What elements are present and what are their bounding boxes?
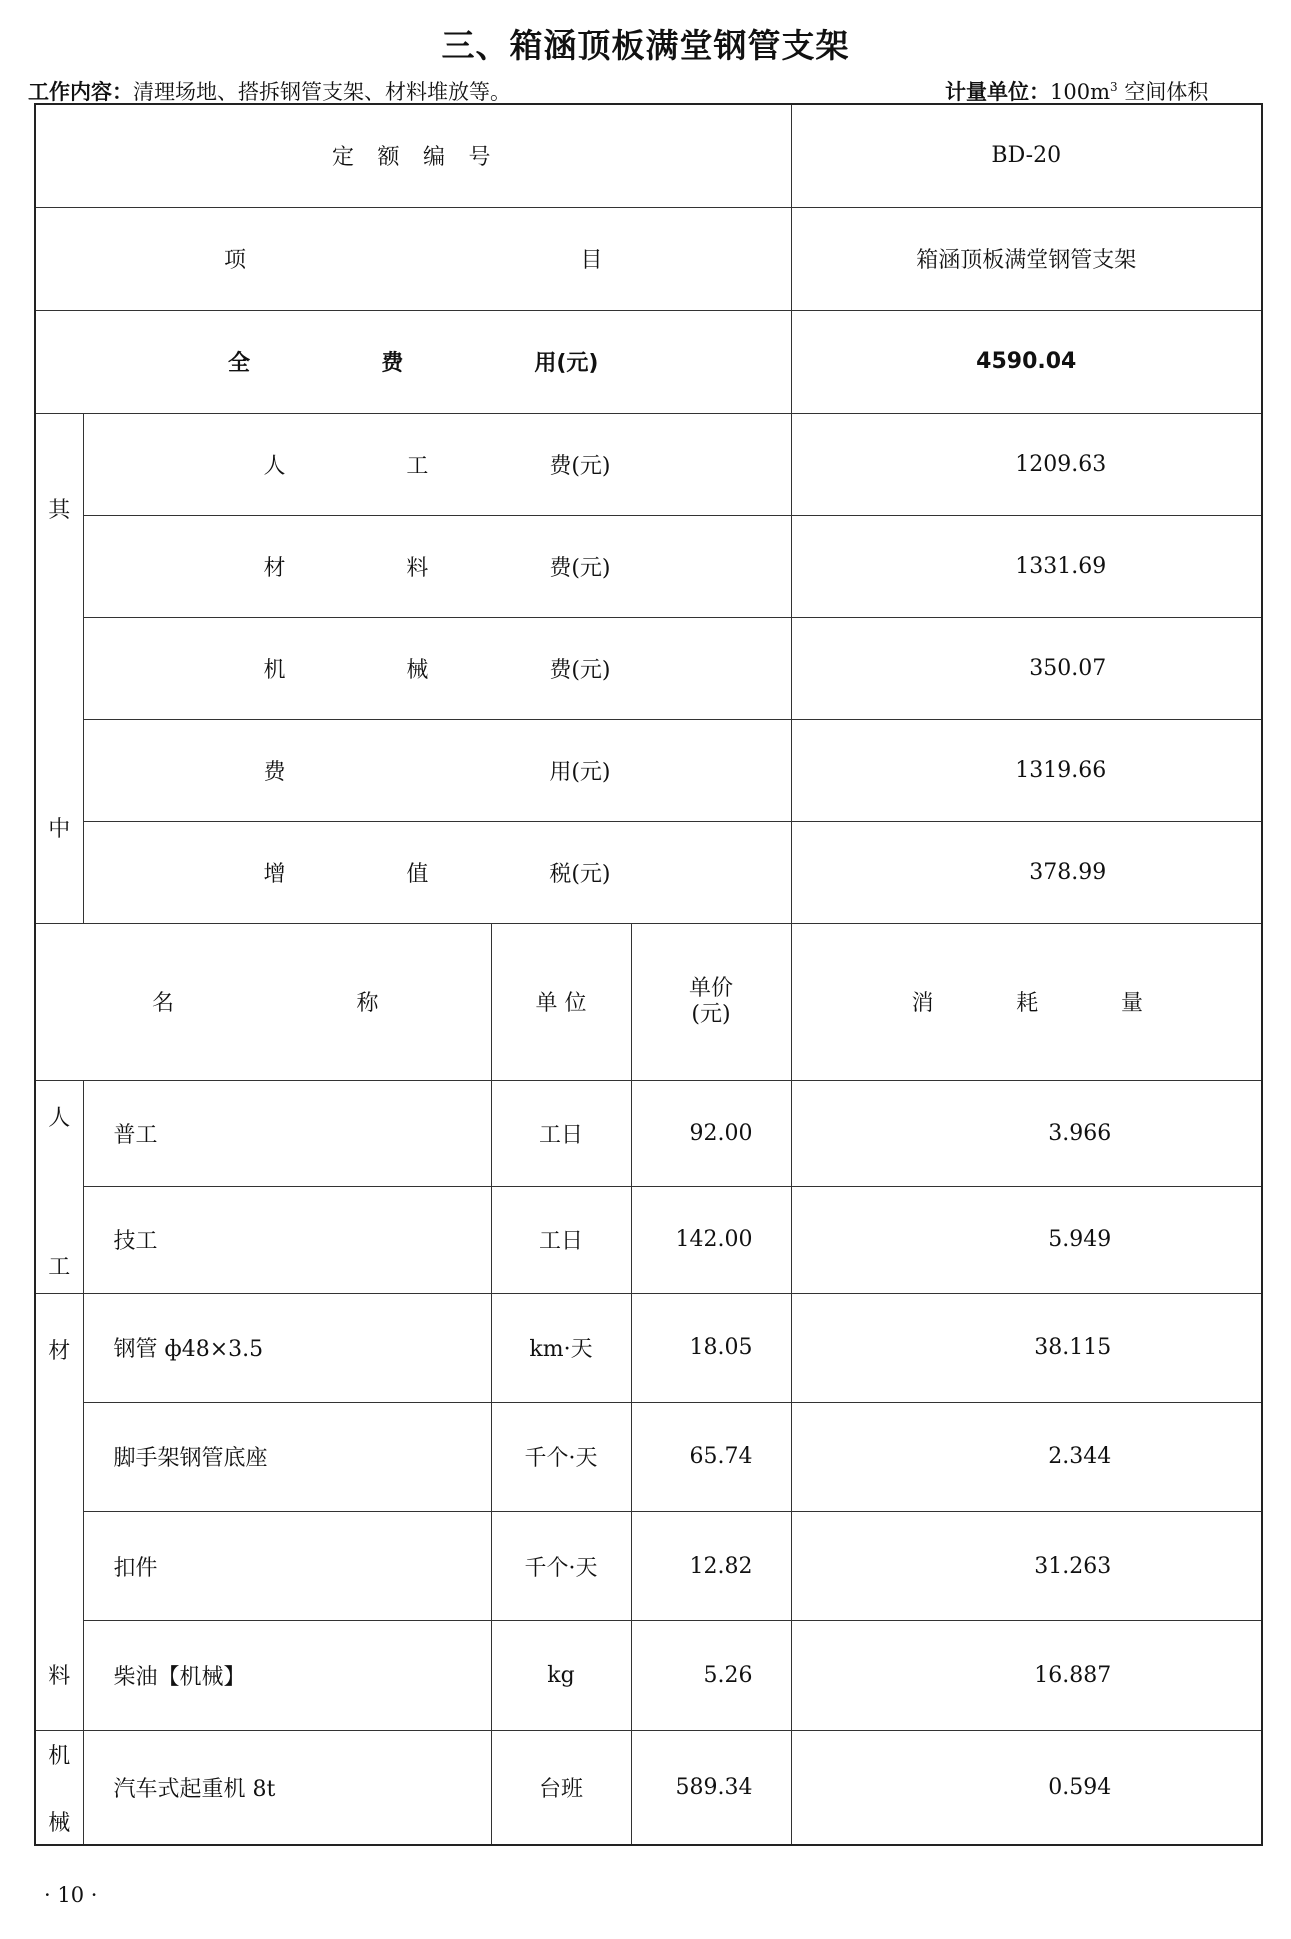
breakdown-row: [35, 719, 1262, 821]
item-value: 箱涵顶板满堂钢管支架: [791, 207, 1262, 310]
column-unit-header: 单 位: [491, 923, 631, 1080]
breakdown-value: 350.07: [791, 617, 1262, 719]
breakdown-value: 1319.66: [791, 719, 1262, 821]
total-cost-value: 4590.04: [791, 310, 1262, 413]
table-row: [35, 1512, 1262, 1621]
row-unit: 千个·天: [491, 1402, 631, 1511]
unit-measure-sup: 3: [1110, 80, 1118, 94]
row-quantity: 16.887: [791, 1621, 1262, 1730]
quota-code-row: [35, 104, 1262, 207]
breakdown-value: 1331.69: [791, 515, 1262, 617]
row-name: 汽车式起重机 8t: [83, 1730, 491, 1845]
labor-group-label: 人 工: [35, 1080, 83, 1293]
row-price: 142.00: [631, 1187, 791, 1294]
total-cost-label: 全 费 用(元): [35, 310, 791, 413]
column-price-header: 单价 (元): [631, 923, 791, 1080]
breakdown-row: [35, 515, 1262, 617]
table-row: [35, 1080, 1262, 1187]
breakdown-label: 增 值 税(元): [83, 821, 791, 923]
item-label: 项 目: [35, 207, 791, 310]
row-quantity: 0.594: [791, 1730, 1262, 1845]
work-content: [28, 76, 511, 106]
row-unit: 工日: [491, 1187, 631, 1294]
row-name: 钢管 ф48×3.5: [83, 1293, 491, 1402]
breakdown-label: 机 械 费(元): [83, 617, 791, 719]
breakdown-value: 378.99: [791, 821, 1262, 923]
work-content-text: 清理场地、搭拆钢管支架、材料堆放等。: [133, 80, 511, 104]
quota-table: [34, 103, 1263, 1846]
breakdown-label: 材 料 费(元): [83, 515, 791, 617]
row-unit: 千个·天: [491, 1512, 631, 1621]
work-content-label: 工作内容：: [28, 80, 133, 104]
column-header-row: [35, 923, 1262, 1080]
machinery-group-label: 机 械: [35, 1730, 83, 1845]
page-number: · 10 ·: [44, 1883, 98, 1907]
total-cost-row: [35, 310, 1262, 413]
row-unit: km·天: [491, 1293, 631, 1402]
unit-measure-suffix: 空间体积: [1117, 80, 1209, 104]
among-label: 其 中: [35, 413, 83, 923]
row-quantity: 5.949: [791, 1187, 1262, 1294]
unit-measure-value: 100m: [1050, 80, 1110, 104]
material-group-label: 材 料: [35, 1293, 83, 1730]
column-consumption-header: 消 耗 量: [791, 923, 1262, 1080]
row-price: 65.74: [631, 1402, 791, 1511]
breakdown-row: [35, 617, 1262, 719]
row-price: 12.82: [631, 1512, 791, 1621]
page-title: 三、箱涵顶板满堂钢管支架: [441, 26, 850, 65]
table-row: [35, 1730, 1262, 1845]
row-price: 589.34: [631, 1730, 791, 1845]
row-price: 18.05: [631, 1293, 791, 1402]
row-name: 脚手架钢管底座: [83, 1402, 491, 1511]
breakdown-row: [35, 821, 1262, 923]
breakdown-label: 人 工 费(元): [83, 413, 791, 515]
table-row: [35, 1187, 1262, 1294]
row-quantity: 38.115: [791, 1293, 1262, 1402]
table-row: [35, 1402, 1262, 1511]
quota-code-label: 定 额 编 号: [35, 104, 791, 207]
row-name: 技工: [83, 1187, 491, 1294]
table-row: [35, 1293, 1262, 1402]
row-quantity: 31.263: [791, 1512, 1262, 1621]
unit-of-measure: [945, 76, 1208, 106]
row-quantity: 3.966: [791, 1080, 1262, 1187]
unit-measure-label: 计量单位：: [945, 80, 1050, 104]
row-unit: kg: [491, 1621, 631, 1730]
quota-code-value: BD-20: [791, 104, 1262, 207]
table-row: [35, 1621, 1262, 1730]
breakdown-label: 费 用(元): [83, 719, 791, 821]
row-name: 普工: [83, 1080, 491, 1187]
row-price: 5.26: [631, 1621, 791, 1730]
row-quantity: 2.344: [791, 1402, 1262, 1511]
row-name: 柴油【机械】: [83, 1621, 491, 1730]
row-unit: 台班: [491, 1730, 631, 1845]
row-name: 扣件: [83, 1512, 491, 1621]
breakdown-row: [35, 413, 1262, 515]
row-unit: 工日: [491, 1080, 631, 1187]
breakdown-value: 1209.63: [791, 413, 1262, 515]
item-row: [35, 207, 1262, 310]
column-name-header: 名 称: [35, 923, 491, 1080]
row-price: 92.00: [631, 1080, 791, 1187]
